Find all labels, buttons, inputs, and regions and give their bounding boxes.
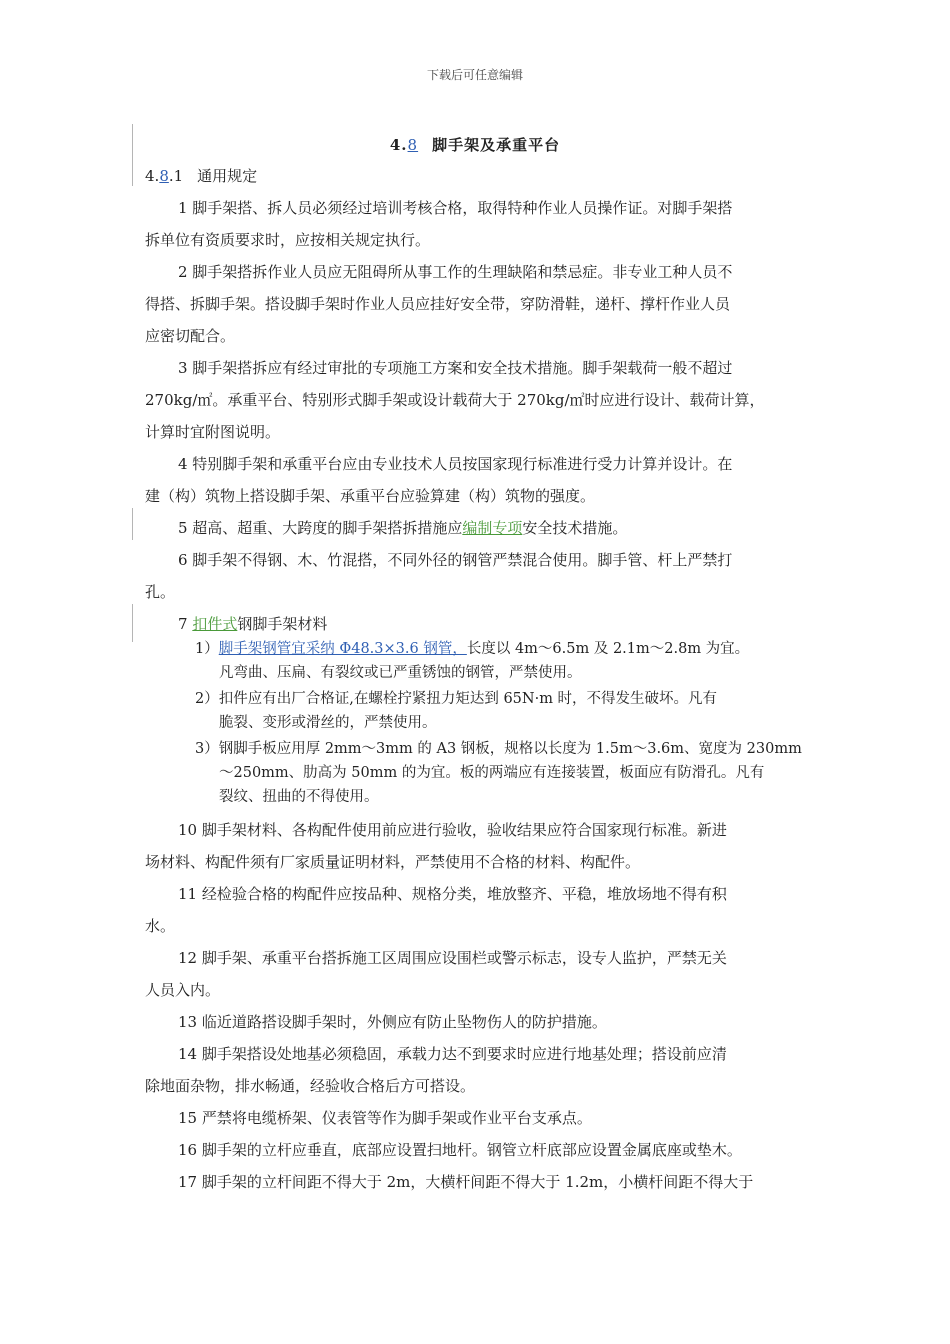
page-header: 下载后可任意编辑: [426, 68, 523, 82]
list-item: 1）脚手架钢管宜采纳 Φ48.3×3.6 钢管，长度以 4m～6.5m 及 2.1m～2.8m 为宜。: [195, 641, 750, 657]
change-bar: [132, 508, 133, 540]
revision-link[interactable]: 脚手架钢管宜采纳 Φ48.3×3.6 钢管，: [218, 641, 467, 657]
list-item-line: 脆裂、变形或滑丝的，严禁使用。: [219, 715, 437, 731]
section-title: 4.8 脚手架及承重平台: [389, 136, 561, 154]
paragraph-line: 14 脚手架搭设处地基必须稳固，承载力达不到要求时应进行地基处理；搭设前应清: [178, 1045, 727, 1063]
paragraph-line: 人员入内。: [145, 981, 221, 999]
paragraph-line: 13 临近道路搭设脚手架时，外侧应有防止坠物伤人的防护措施。: [178, 1013, 607, 1031]
paragraph-line: 除地面杂物，排水畅通，经验收合格后方可搭设。: [145, 1077, 476, 1095]
paragraph-line: 10 脚手架材料、各构配件使用前应进行验收，验收结果应符合国家现行标准。新进: [178, 821, 727, 839]
paragraph-line: 270kg/㎡。承重平台、特别形式脚手架或设计载荷大于 270kg/㎡时应进行设计、载荷计算，: [145, 391, 765, 409]
paragraph-line: 孔。: [145, 583, 176, 601]
paragraph-line: 场材料、构配件须有厂家质量证明材料，严禁使用不合格的材料、构配件。: [145, 853, 641, 871]
revision-link[interactable]: 扣件式: [192, 615, 238, 633]
change-bar: [132, 604, 133, 642]
section-number-link[interactable]: 8: [407, 136, 419, 154]
paragraph-line: 5 超高、超重、大跨度的脚手架搭拆措施应编制专项安全技术措施。: [178, 519, 628, 537]
paragraph-line: 11 经检验合格的构配件应按品种、规格分类，堆放整齐、平稳，堆放场地不得有积: [178, 885, 727, 903]
subsection-number-link[interactable]: 8: [159, 167, 169, 185]
paragraph-line: 1 脚手架搭、拆人员必须经过培训考核合格，取得特种作业人员操作证。对脚手架搭: [178, 199, 733, 217]
list-item: 3）钢脚手板应用厚 2mm～3mm 的 A3 钢板，规格以长度为 1.5m～3.6m、宽度为 230mm: [195, 741, 802, 757]
paragraph-line: 15 严禁将电缆桥架、仪表管等作为脚手架或作业平台支承点。: [178, 1109, 592, 1127]
paragraph-line: 建（构）筑物上搭设脚手架、承重平台应验算建（构）筑物的强度。: [145, 487, 596, 505]
list-item-line: 凡弯曲、压扁、有裂纹或已严重锈蚀的钢管，严禁使用。: [219, 665, 582, 681]
paragraph-line: 6 脚手架不得钢、木、竹混搭，不同外径的钢管严禁混合使用。脚手管、杆上严禁打: [178, 551, 733, 569]
paragraph-line: 计算时宜附图说明。: [145, 423, 281, 441]
paragraph-line: 得搭、拆脚手架。搭设脚手架时作业人员应挂好安全带，穿防滑鞋，递杆、撑杆作业人员: [145, 295, 731, 313]
paragraph-line: 7 扣件式钢脚手架材料: [178, 615, 328, 633]
paragraph-line: 水。: [145, 917, 176, 935]
paragraph-line: 2 脚手架搭拆作业人员应无阻碍所从事工作的生理缺陷和禁忌症。非专业工种人员不: [178, 263, 733, 281]
list-item-line: ～250mm、肋高为 50mm 的为宜。板的两端应有连接装置，板面应有防滑孔。凡有: [219, 765, 765, 781]
subsection-heading: 4.8.1 通用规定: [145, 167, 258, 185]
paragraph-line: 4 特别脚手架和承重平台应由专业技术人员按国家现行标准进行受力计算并设计。在: [178, 455, 733, 473]
paragraph-line: 应密切配合。: [145, 327, 236, 345]
paragraph-line: 拆单位有资质要求时，应按相关规定执行。: [145, 231, 431, 249]
revision-link[interactable]: 编制专项: [462, 519, 523, 537]
list-item-line: 裂纹、扭曲的不得使用。: [219, 789, 379, 805]
paragraph-line: 17 脚手架的立杆间距不得大于 2m，大横杆间距不得大于 1.2m，小横杆间距不得大于: [178, 1173, 754, 1191]
paragraph-line: 12 脚手架、承重平台搭拆施工区周围应设围栏或警示标志，设专人监护，严禁无关: [178, 949, 727, 967]
paragraph-line: 16 脚手架的立杆应垂直，底部应设置扫地杆。钢管立杆底部应设置金属底座或垫木。: [178, 1141, 742, 1159]
paragraph-line: 3 脚手架搭拆应有经过审批的专项施工方案和安全技术措施。脚手架载荷一般不超过: [178, 359, 733, 377]
list-item: 2）扣件应有出厂合格证,在螺栓拧紧扭力矩达到 65N·m 时，不得发生破坏。凡有: [195, 691, 718, 707]
